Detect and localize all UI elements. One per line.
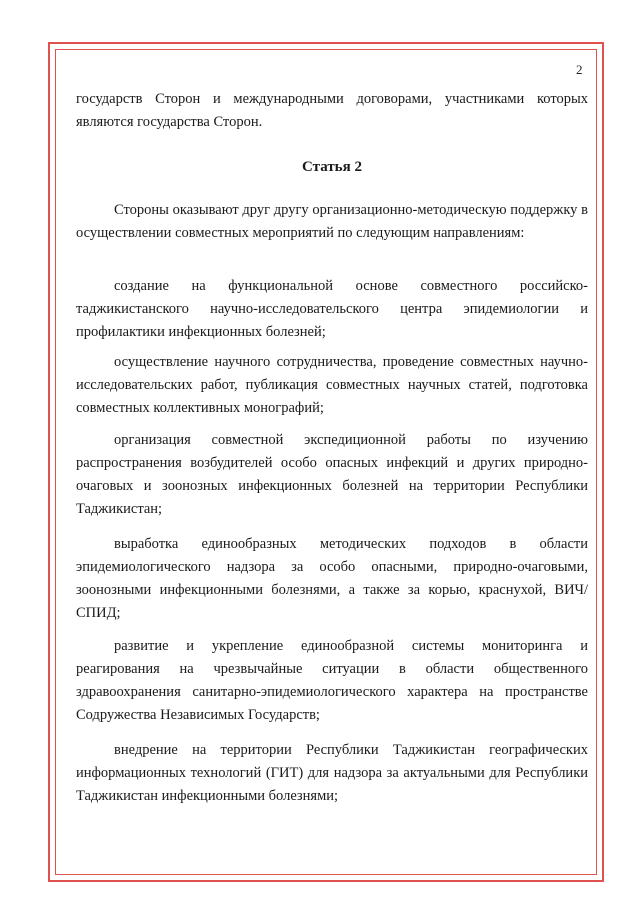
list-item: выработка единообразных методических подходов в области эпидемиологического надзора за особо опасными, природно-очаговыми, зоонозными инфекционными болезнями, а также за корью, краснухой, ВИЧ/СПИД; — [76, 536, 588, 621]
list-item: внедрение на территории Республики Таджикистан географических информационных технологий (ГИТ) для надзора за актуальными для Республики Таджикистан инфекционными болезнями; — [76, 742, 588, 804]
list-item: создание на функциональной основе совместного российско-таджикистанского научно-исследовательского центра эпидемиологии и профилактики инфекционных болезней; — [76, 278, 588, 340]
list-item: развитие и укрепление единообразной системы мониторинга и реагирования на чрезвычайные ситуации в области общественного здравоохранения санитарно-эпидемиологического характера на пространстве Содружества Независимых Государств; — [76, 638, 588, 723]
intro-paragraph: Стороны оказывают друг другу организационно-методическую поддержку в осуществлении совместных мероприятий по следующим направлениям: — [76, 202, 588, 241]
continuation-paragraph: государств Сторон и международными договорами, участниками которых являются государства Сторон. — [76, 91, 588, 130]
list-item: организация совместной экспедиционной работы по изучению распространения возбудителей особо опасных инфекций и других природно-очаговых и зоонозных инфекционных болезней на территории Республики Таджикистан; — [76, 432, 588, 517]
article-heading: Статья 2 — [302, 159, 362, 175]
list-item: осуществление научного сотрудничества, проведение совместных научно-исследовательских работ, публикация совместных научных статей, подготовка совместных коллективных монографий; — [76, 354, 588, 416]
page-number: 2 — [576, 62, 583, 77]
